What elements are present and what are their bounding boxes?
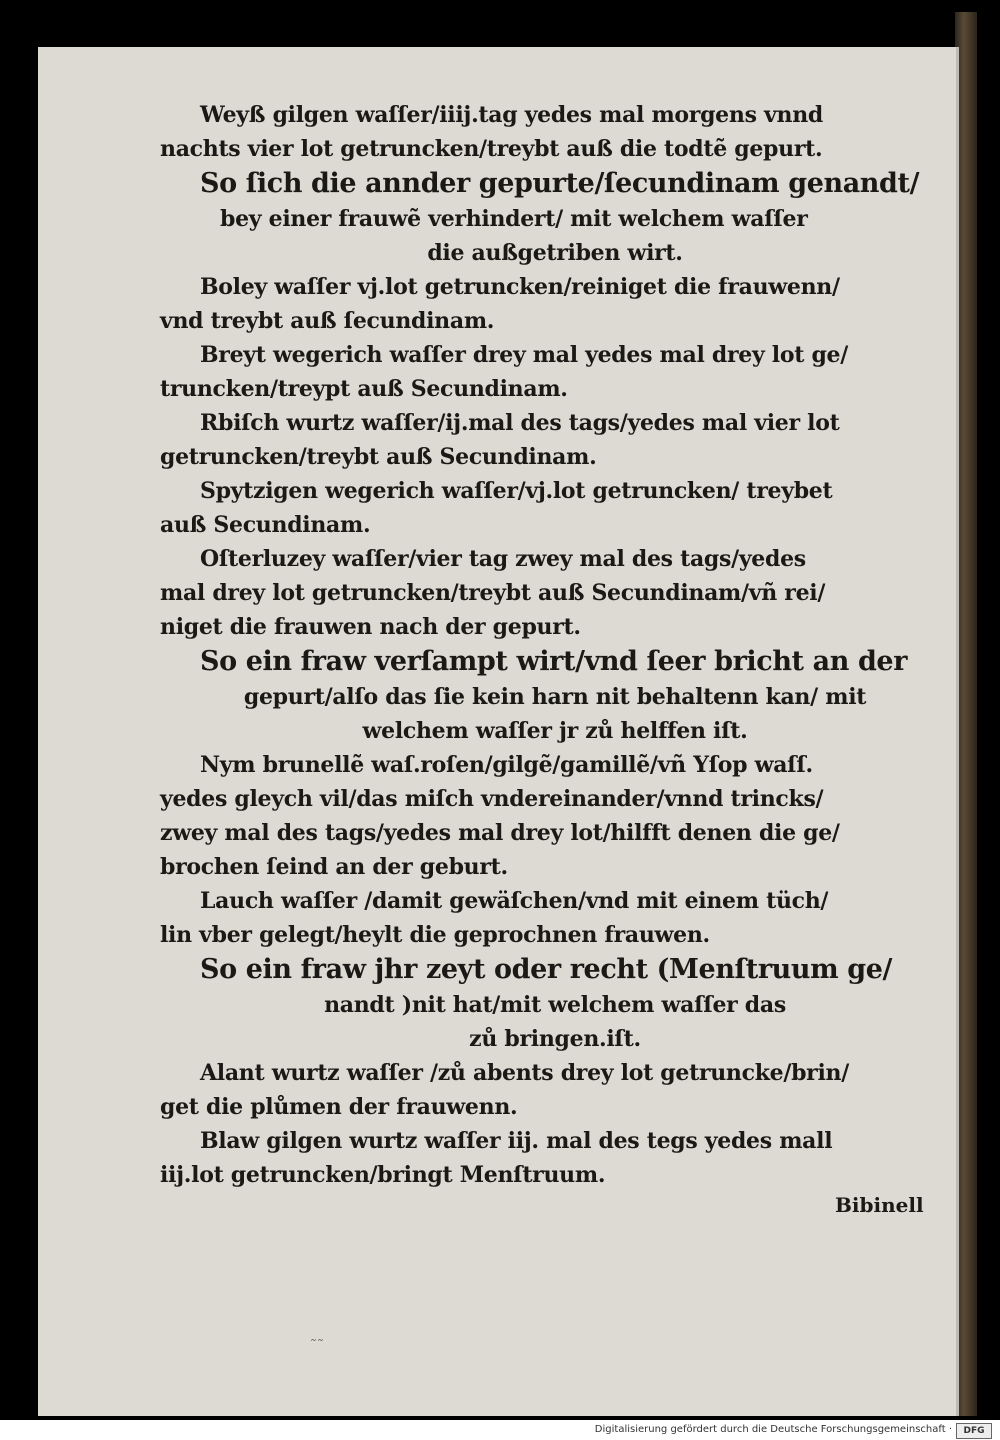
text-line: Alant wurtz waſſer /zů abents drey lot getruncke/brin/	[200, 1060, 849, 1086]
text-line: Rbiſch wurtz waſſer/ij.mal des tags/yedes mal vier lot	[200, 410, 840, 436]
footer-bar	[0, 1420, 1000, 1440]
text-line: Weyß gilgen waſſer/iiij.tag yedes mal morgens vnnd	[200, 102, 823, 128]
text-line: nandt )nit hat/mit welchem waſſer das	[324, 992, 786, 1018]
page-mark: ˜˜	[310, 1338, 324, 1354]
text-line: welchem waſſer jr zů helffen iſt.	[362, 718, 748, 744]
text-line: bey einer frauwẽ verhindert/ mit welchem waſſer	[220, 206, 808, 232]
dfg-logo: DFG	[956, 1423, 992, 1439]
text-line: niget die frauwen nach der gepurt.	[160, 614, 581, 640]
text-line: mal drey lot getruncken/treybt auß Secundinam/vñ rei/	[160, 580, 826, 606]
text-line: zů bringen.iſt.	[469, 1026, 641, 1052]
text-line: Lauch waſſer /damit gewäſchen/vnd mit einem tüch/	[200, 888, 829, 914]
text-line: Nym brunellẽ waſ.roſen/gilgẽ/gamillẽ/vñ Yſop waſſ.	[200, 752, 813, 778]
page-text	[160, 98, 950, 1192]
text-line: gepurt/alſo das ſie kein harn nit behaltenn kan/ mit	[243, 684, 867, 710]
text-line: zwey mal des tags/yedes mal drey lot/hilfft denen die ge/	[160, 820, 840, 846]
text-line: auß Secundinam.	[160, 512, 371, 538]
text-line: getruncken/treybt auß Secundinam.	[160, 444, 597, 470]
text-line: Oſterluzey waſſer/vier tag zwey mal des tags/yedes	[200, 546, 806, 572]
text-line: So ſich die annder gepurte/ſecundinam genandt/	[200, 168, 920, 199]
text-line: Breyt wegerich waſſer drey mal yedes mal drey lot ge/	[200, 342, 848, 368]
text-line: So ein fraw jhr zeyt oder recht (Menſtruum ge/	[200, 954, 893, 985]
catchword: Bibinell	[835, 1193, 924, 1217]
text-line: Blaw gilgen wurtz waſſer iij. mal des tegs yedes mall	[200, 1128, 833, 1154]
text-line: lin vber gelegt/heylt die geprochnen frauwen.	[160, 922, 710, 948]
text-line: brochen ſeind an der geburt.	[160, 854, 508, 880]
text-line: truncken/treypt auß Secundinam.	[160, 376, 568, 402]
text-line: So ein fraw verſampt wirt/vnd ſeer bricht an der	[200, 646, 908, 677]
text-line: yedes gleych vil/das miſch vndereinander/vnnd trincks/	[160, 786, 824, 812]
text-line: vnd treybt auß ſecundinam.	[160, 308, 495, 334]
text-line: iij.lot getruncken/bringt Menſtruum.	[160, 1162, 606, 1188]
text-line: Spytzigen wegerich waſſer/vj.lot getruncken/ treybet	[200, 478, 833, 504]
footer-text: Digitalisierung gefördert durch die Deutsche Forschungsgemeinschaft ·	[594, 1424, 952, 1435]
text-line: nachts vier lot getruncken/treybt auß die todtẽ gepurt.	[160, 136, 823, 162]
text-line: die außgetriben wirt.	[427, 240, 683, 266]
text-line: get die plůmen der frauwenn.	[160, 1094, 518, 1120]
text-line: Boley waſſer vj.lot getruncken/reiniget die frauwenn/	[200, 274, 840, 300]
